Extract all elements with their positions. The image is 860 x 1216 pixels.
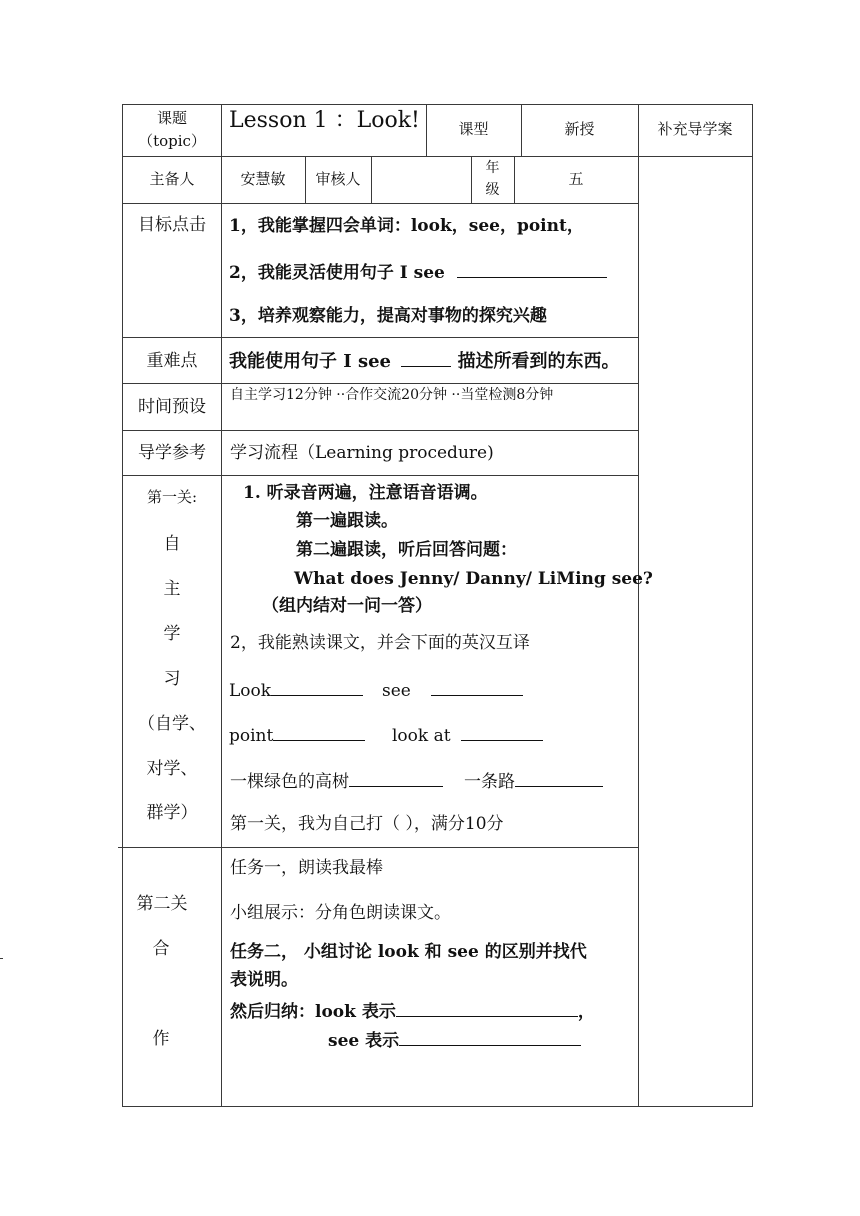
- stage1-label: 第一关:: [146, 488, 198, 506]
- stage1-line: 第一遍跟读。: [296, 511, 398, 531]
- reference-text: 学习流程（Learning procedure): [230, 443, 494, 463]
- blank-line: [461, 726, 543, 741]
- preparer-label: 主备人: [149, 170, 195, 188]
- stage2-line: 然后归纳：look 表示 ，: [230, 1002, 595, 1022]
- grade-value: 五: [568, 170, 584, 188]
- blank-line: [457, 263, 607, 278]
- stage2-line: 表说明。: [230, 970, 298, 990]
- reviewer-label: 审核人: [315, 170, 361, 188]
- grid-line: [371, 156, 372, 203]
- goal-item: 2，我能灵活使用句子 I see: [229, 263, 607, 282]
- stage2-label: 第二关: [136, 894, 188, 914]
- time-text: 自主学习12分钟 ··合作交流20分钟 ··当堂检测8分钟: [230, 387, 554, 403]
- grade-label: 年: [485, 160, 500, 176]
- blank-line: [515, 772, 603, 787]
- stage1-line: （组内结对一问一答）: [262, 596, 432, 616]
- vocab-item: 一条路: [464, 772, 603, 791]
- stage2-line: see 表示: [328, 1031, 581, 1050]
- difficulty-text: 我能使用句子 I see 描述所看到的东西。: [229, 351, 620, 372]
- grid-line: [638, 104, 639, 1107]
- vocab-item: see: [382, 681, 523, 700]
- vocab-item: Look: [229, 681, 363, 700]
- stage2-line: 任务二， 小组讨论 look 和 see 的区别并找代: [230, 942, 587, 962]
- blank-line: [396, 1002, 578, 1017]
- stage1-line: 第二遍跟读，听后回答问题：: [296, 540, 517, 560]
- grade-label: 级: [485, 182, 500, 198]
- vocab-item: 一棵绿色的高树: [230, 772, 443, 791]
- grid-line: [122, 203, 638, 204]
- blank-line: [349, 772, 443, 787]
- grid-line: [752, 104, 753, 1107]
- stage1-line: 1. 听录音两遍，注意语音语调。: [243, 483, 488, 503]
- blank-line: [271, 681, 363, 696]
- blank-line: [399, 1031, 581, 1046]
- stage1-label: 自: [163, 534, 181, 554]
- stage1-label: 习: [163, 669, 181, 689]
- stage2-label: 作: [152, 1029, 170, 1049]
- grid-line: [122, 430, 638, 431]
- grid-line: [122, 1106, 753, 1107]
- vocab-item: look at: [392, 726, 543, 745]
- time-label: 时间预设: [138, 397, 206, 417]
- stage1-label: 主: [163, 579, 181, 599]
- vocab-item: point: [229, 726, 365, 745]
- difficulty-label: 重难点: [146, 351, 198, 371]
- stage1-label: 对学、: [146, 759, 198, 779]
- grid-line: [221, 104, 222, 1107]
- topic-label: 课题: [156, 109, 187, 127]
- grid-line: [122, 104, 753, 105]
- preparer-value: 安慧敏: [240, 170, 286, 188]
- stage1-line: 2，我能熟读课文，并会下面的英汉互译: [230, 633, 530, 653]
- supplement-label: 补充导学案: [657, 120, 733, 138]
- stage1-label: 学: [163, 624, 181, 644]
- grid-line: [122, 156, 753, 157]
- goals-label: 目标点击: [138, 215, 206, 235]
- type-value: 新授: [564, 120, 595, 138]
- stage1-line: What does Jenny/ Danny/ LiMing see?: [294, 569, 653, 589]
- grid-line: [122, 337, 638, 338]
- grid-line: [118, 847, 638, 848]
- type-label: 课型: [458, 120, 489, 138]
- reference-label: 导学参考: [138, 443, 206, 463]
- self-score: 第一关，我为自己打（ ），满分10分: [230, 814, 504, 834]
- blank-line: [401, 352, 451, 367]
- stage1-label: 群学）: [146, 803, 198, 823]
- goal-item: 3，培养观察能力，提高对事物的探究兴趣: [229, 306, 547, 326]
- stage1-label: （自学、: [138, 714, 206, 734]
- grid-line: [122, 475, 638, 476]
- lesson-title: Lesson 1 ：Look!: [229, 108, 420, 133]
- grid-line: [0, 958, 3, 959]
- stage2-label: 合: [152, 939, 170, 959]
- topic-label-en: （topic）: [138, 132, 206, 150]
- goal-item: 1，我能掌握四会单词：look，see，point，: [229, 216, 584, 236]
- stage2-line: 小组展示：分角色朗读课文。: [230, 903, 451, 923]
- stage2-line: 任务一，朗读我最棒: [230, 858, 383, 878]
- blank-line: [273, 726, 365, 741]
- blank-line: [431, 681, 523, 696]
- grid-line: [122, 383, 638, 384]
